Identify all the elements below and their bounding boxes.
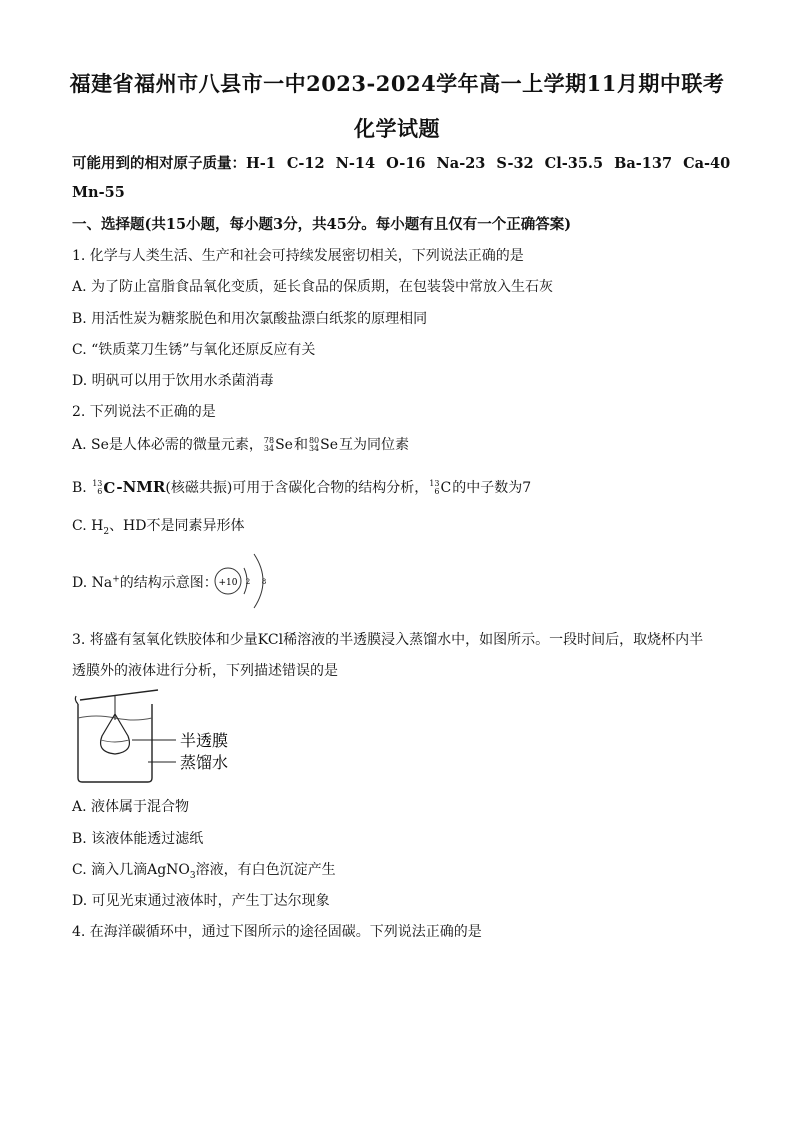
shell-2-electrons: 8: [261, 578, 267, 586]
q2-option-b: [72, 477, 531, 497]
q2-a-text-post: 互为同位素: [339, 437, 410, 453]
q3-option-d: D. 可见光束通过液体时，产生丁达尔现象: [72, 893, 330, 909]
nuclide-z: 34: [308, 444, 320, 453]
nuclide-mass: 80: [308, 436, 320, 445]
q2-a-text-mid: 和: [293, 437, 308, 453]
nuclide-z: 6: [97, 487, 103, 496]
nuclide-symbol: Se: [320, 437, 339, 453]
q2-option-d: [72, 572, 218, 592]
nuclide-symbol: C: [103, 479, 116, 497]
q2-c-subscript: 2: [103, 526, 110, 537]
q1-stem: 1. 化学与人类生活、生产和社会可持续发展密切相关，下列说法正确的是: [72, 248, 524, 264]
q2-b-text-mid: (核磁共振)可用于含碳化合物的结构分析，: [165, 480, 429, 496]
section-heading: 一、选择题(共15小题，每小题3分，共45分。每小题有且仅有一个正确答案): [72, 216, 572, 233]
q2-a-text-pre: A. Se是人体必需的微量元素，: [72, 437, 263, 453]
q3-option-c: [72, 859, 336, 881]
q2-option-a: [72, 434, 409, 454]
nuclide-z: 34: [263, 444, 275, 453]
atomic-masses-line-2: Mn-55: [72, 184, 125, 201]
colloid-surface: [101, 740, 129, 742]
q2-b-nmr: -NMR: [116, 478, 166, 496]
q2-d-superscript: +: [112, 574, 120, 585]
water-label: 蒸馏水: [180, 753, 229, 772]
nuclide-mass: 78: [263, 436, 275, 445]
q1-option-c: C. “铁质菜刀生锈”与氧化还原反应有关: [72, 342, 316, 358]
nuclide-se-80: [309, 437, 338, 453]
q2-c-text-pre: C. H: [72, 518, 104, 534]
dialysis-beaker-diagram: [72, 686, 262, 788]
q3-stem-line-2: 透膜外的液体进行分析，下列描述错误的是: [72, 663, 338, 679]
q2-b-text-post: 的中子数为7: [452, 480, 532, 496]
q3-stem-line-1: 3. 将盛有氢氧化铁胶体和少量KCl稀溶液的半透膜浸入蒸馏水中，如图所示。一段时间后，取烧杯内半: [72, 632, 704, 648]
nucleus-charge: +10: [218, 578, 238, 588]
q2-d-text-pre: D. Na: [72, 575, 113, 591]
shell-1-electrons: 2: [245, 578, 251, 586]
q3-c-subscript: 3: [189, 870, 196, 881]
sodium-ion-structure-diagram: [210, 548, 282, 614]
q3-option-b: B. 该液体能透过滤纸: [72, 831, 204, 847]
q2-stem: 2. 下列说法不正确的是: [72, 404, 216, 420]
q4-stem: 4. 在海洋碳循环中，通过下图所示的途径固碳。下列说法正确的是: [72, 924, 482, 940]
q3-c-text-post: 溶液，有白色沉淀产生: [195, 862, 336, 878]
nuclide-symbol: Se: [275, 437, 293, 453]
exam-subtitle: 化学试题: [354, 116, 440, 141]
q2-b-text-pre: B.: [72, 480, 92, 496]
q1-option-d: D. 明矾可以用于饮用水杀菌消毒: [72, 373, 274, 389]
q1-option-a: A. 为了防止富脂食品氧化变质，延长食品的保质期，在包装袋中常放入生石灰: [72, 279, 554, 295]
glass-rod: [80, 690, 158, 700]
exam-title: 福建省福州市八县市一中2023-2024学年高一上学期11月期中联考: [69, 71, 725, 96]
q2-d-text-post: 的结构示意图：: [119, 575, 218, 591]
q2-option-c: [72, 515, 245, 537]
nuclide-c-13: [429, 480, 451, 496]
nuclide-se-78: [264, 437, 293, 453]
q1-option-b: B. 用活性炭为糖浆脱色和用次氯酸盐漂白纸浆的原理相同: [72, 311, 428, 327]
nuclide-symbol: C: [440, 480, 452, 496]
q2-c-text-post: 、HD不是同素异形体: [109, 518, 245, 534]
nuclide-c-13-bold: [92, 479, 115, 497]
nuclide-mass: 13: [429, 479, 440, 488]
nuclide-z: 6: [434, 487, 440, 496]
atomic-masses-line-1: 可能用到的相对原子质量：H-1 C-12 N-14 O-16 Na-23 S-32 Cl-35.5 Ba-137 Ca-40: [72, 155, 731, 172]
q3-c-text-pre: C. 滴入几滴AgNO: [72, 862, 190, 878]
beaker-spout: [75, 696, 78, 704]
nuclide-mass: 13: [92, 479, 103, 488]
q3-option-a: A. 液体属于混合物: [72, 799, 190, 815]
membrane-label: 半透膜: [180, 731, 229, 750]
